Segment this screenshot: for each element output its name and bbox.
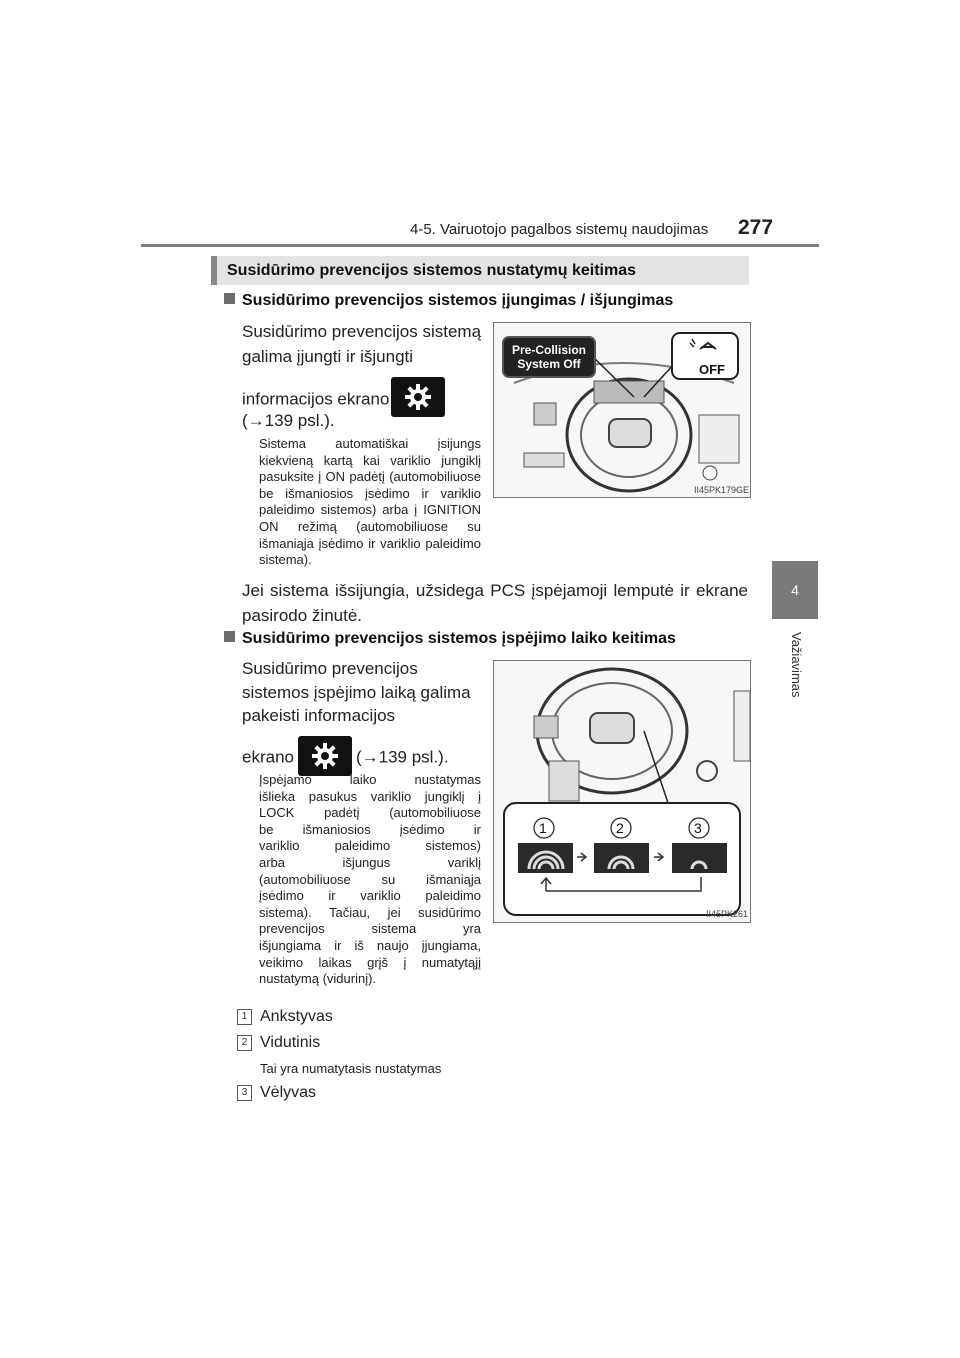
- off-indicator-label: OFF: [699, 362, 725, 377]
- list-number-box: 1: [237, 1009, 252, 1025]
- list-item-label: Vėlyvas: [260, 1084, 317, 1101]
- subsection-heading-warning-timing: Susidūrimo prevencijos sistemos įspėjimo laiko keitimas: [224, 630, 676, 648]
- page-reference: (→139 psl.).: [242, 411, 335, 430]
- subsection2-text-line: Susidūrimo prevencijos: [242, 659, 418, 678]
- note-line: LOCK padėtį (automobiliuose: [259, 805, 481, 821]
- note-line: Sistema automatiškai įsijungs: [259, 436, 481, 451]
- marker-3: 3: [694, 820, 702, 836]
- display-text: System Off: [517, 357, 581, 371]
- note-line: veikimo laikas grįš į numatytąjį: [259, 954, 481, 970]
- header-divider: [141, 244, 819, 247]
- list-number-box: 2: [237, 1035, 252, 1051]
- list-item-note: Tai yra numatytasis nustatymas: [260, 1061, 442, 1076]
- subsection2-note: [259, 772, 481, 988]
- chapter-header-title: 4-5. Vairuotojo pagalbos sistemų naudojimas: [410, 221, 709, 238]
- marker-1: 1: [539, 820, 547, 836]
- note-line: (automobiliuose su išmaniąja: [259, 871, 481, 887]
- note-line: paleidimo sistemos) arba į IGNITION: [259, 502, 481, 518]
- subsection1-text-line: galima įjungti ir išjungti: [242, 347, 414, 366]
- subsection-heading-toggle: Susidūrimo prevencijos sistemos įjungimas / išjungimas: [224, 292, 673, 310]
- list-item-label: Vidutinis: [260, 1034, 321, 1051]
- bullet-square-icon: [224, 631, 235, 642]
- subsection2-text-line: sistemos įspėjimo laiką galima: [242, 683, 471, 702]
- note-line: išjungiama ir iš naujo įjungiama,: [259, 937, 481, 953]
- section-title-bar: [211, 256, 749, 285]
- display-text: Pre-Collision: [511, 343, 586, 357]
- subsection1-text-line: Susidūrimo prevencijos sistemą: [242, 322, 482, 341]
- note-line: arba išjungus variklį: [259, 854, 481, 870]
- dashboard-illustration-warning-timing: [493, 660, 751, 923]
- note-line: pasuksite į ON padėtį (automobiliuose: [259, 469, 481, 485]
- note-line: išlieka pasukus variklio jungiklį į: [259, 788, 481, 804]
- list-item-label: Ankstyvas: [260, 1008, 333, 1025]
- settings-gear-icon: [391, 377, 445, 417]
- note-line: įsėdimo ir variklio paleidimo: [259, 888, 481, 904]
- note-line: ON režimą (automobiliuose su: [259, 518, 481, 534]
- note-line: išmaniąja įsėdimo ir variklio paleidimo: [259, 535, 481, 551]
- note-line: variklio paleidimo sistemos): [259, 838, 481, 854]
- subsection1-after-text: pasirodo žinutė.: [242, 606, 363, 625]
- note-line: sistema). Tačiau, jei susidūrimo: [259, 904, 481, 920]
- bullet-square-icon: [224, 293, 235, 304]
- subsection1-note: [259, 436, 481, 569]
- note-line: be išmaniosios įsėdimo ir: [259, 821, 481, 837]
- pcs-off-display: [509, 343, 589, 371]
- note-line: nustatymą (vidurinį).: [259, 971, 377, 987]
- list-number-box: 3: [237, 1085, 252, 1101]
- settings-gear-icon: [298, 736, 352, 776]
- subsection2-text-line: pakeisti informacijos: [242, 706, 396, 725]
- note-line: kiekvieną kartą kai variklio jungiklį: [259, 452, 481, 468]
- chapter-tab[interactable]: 4: [772, 561, 818, 619]
- page-number: 277: [738, 216, 774, 239]
- marker-2: 2: [616, 820, 624, 836]
- subsection1-text-line: informacijos ekrano: [242, 380, 445, 420]
- dashboard-illustration-pcs-off: [493, 322, 751, 498]
- note-line: be išmaniosios įsėdimo ir variklio: [259, 485, 481, 501]
- figure-code: II45PK179GE: [694, 485, 750, 495]
- subsection2-text-line: ekrano (→139 psl.).: [242, 738, 449, 778]
- section-title: Susidūrimo prevencijos sistemos nustatymų keitimas: [227, 262, 637, 279]
- figure-code: II45PK261: [706, 909, 749, 919]
- subsection1-after-text: Jei sistema išsijungia, užsidega PCS įspėjamoji lemputė ir ekrane: [242, 581, 748, 600]
- chapter-tab-label: Važiavimas: [789, 632, 804, 698]
- dashboard-drawing: [494, 661, 750, 922]
- note-line: Įspėjamo laiko nustatymas: [259, 772, 481, 787]
- note-line: prevencijos sistema yra: [259, 921, 481, 937]
- note-line: sistema).: [259, 552, 312, 568]
